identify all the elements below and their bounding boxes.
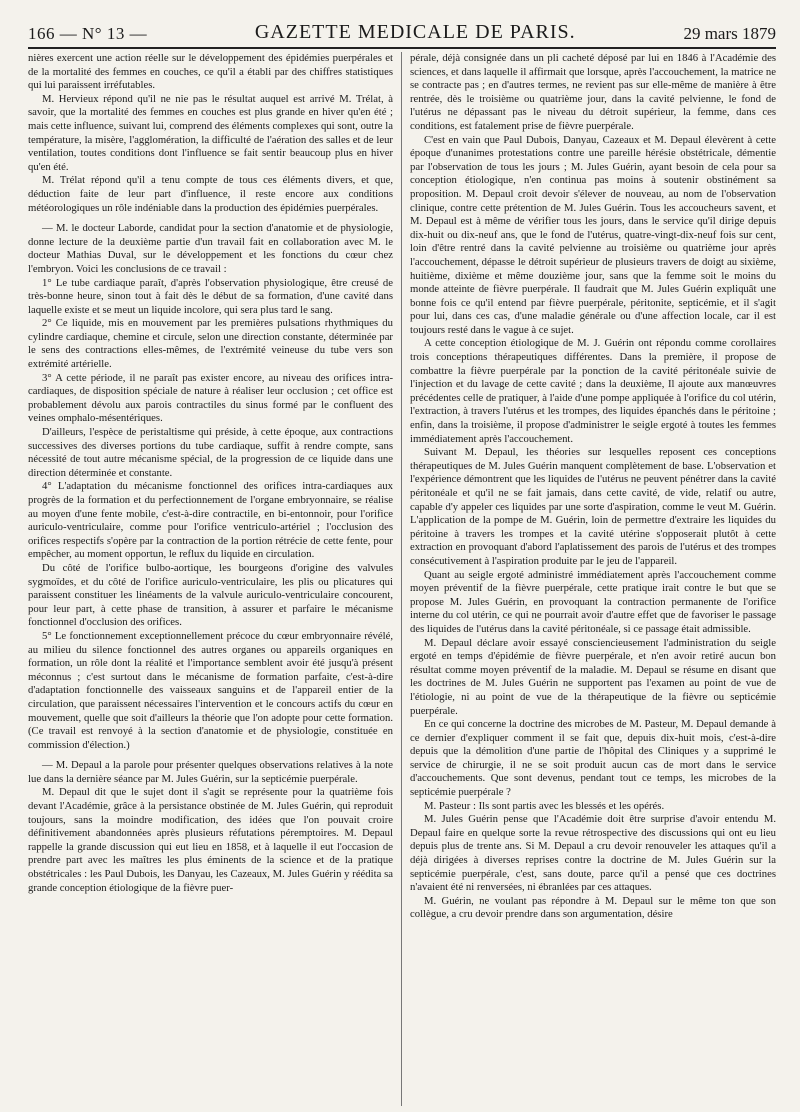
paragraph: En ce qui concerne la doctrine des microbes de M. Pasteur, M. Depaul demande à ce dernier d'expliquer comment il se fait que, depuis dix-huit mois, c'est-à-dire depuis que la démolition d'une partie de l'hôpital des Cliniques y a supprimé le service de chirurgie, il ne se soit produit aucun cas de mort dans le service d'accouchements. Que sont devenus, pendant tout ce temps, les microbes de la septicémie puerpérale ? bbox=[410, 718, 776, 799]
paragraph: M. Pasteur : Ils sont partis avec les blessés et les opérés. bbox=[424, 799, 665, 812]
right-column bbox=[402, 52, 776, 1106]
issue-date: 29 mars 1879 bbox=[683, 24, 776, 43]
publication-title: GAZETTE MEDICALE DE PARIS. bbox=[254, 21, 576, 43]
paragraph: A cette conception étiologique de M. J. Guérin ont répondu comme corollaires trois conceptions thérapeutiques différentes. Dans la première, il propose de combattre la fièvre puerpérale par la ponction de la cavité péritonéale suivie de l'injection et du lavage de cette cavité ; dans la deuxième, Il ajoute aux manœuvres précédentes celle de pratiquer, à l'aide d'une pompe appliquée à l'orifice du col utérin, l'extraction, à travers l'utérus et les trompes, des liquides épanchés dans le péritoine ; enfin, dans la troisième, il propose d'administrer le seigle ergoté à toutes les femmes immédiatement après l'accouchement. bbox=[410, 337, 776, 445]
paragraph: M. Depaul dit que le sujet dont il s'agit se représente pour la quatrième fois devant l'Académie, grâce à la persistance obstinée de M. Jules Guérin, qui reproduit toujours, sans la moindre modification, des idées que l'on pouvait croire définitivement abandonnées après plusieurs réfutations péremptoires. M. Depaul rappelle la grande discussion qui eut lieu en 1858, et à laquelle il eut l'occasion de prendre part avec les maîtres les plus éminents de la science et de la pratique obstétricales : les Paul Dubois, les Danyau, les Cazeaux, M. Jules Guérin y réédita sa grande conception étiologique de la fièvre puer- bbox=[28, 786, 393, 894]
paragraph: Du côté de l'orifice bulbo-aortique, les bourgeons d'origine des valvules sygmoïdes, et du côté de l'orifice auriculo-ventriculaire, les plis ou plicatures qui paraissent constituer les linéaments de la valvule auriculo-ventriculaire concourent, pour leur part, à cette phase de transition, à assurer et parfaire le mécanisme fonctionnel d'occlusion des orifices. bbox=[28, 561, 393, 629]
paragraph: M. Hervieux répond qu'il ne nie pas le résultat auquel est arrivé M. Trélat, à savoir, que la mortalité des femmes en couches est plus grande en hiver qu'en été ; mais cette influence, suivant lui, comprend des éléments complexes qui sont, outre la température, la misère, l'agglomération, la difficulté de l'aération des salles et de leur ventilation, toutes conditions dont l'influence se fait sentir beaucoup plus en hiver qu'en été. bbox=[28, 92, 393, 173]
paragraph: M. Trélat répond qu'il a tenu compte de tous ces éléments divers, et que, déduction faite de leur part d'influence, il reste encore aux conditions météorologiques un rôle indéniable dans la production des épidémies puerpérales. bbox=[28, 174, 393, 214]
paragraph: 5° Le fonctionnement exceptionnellement précoce du cœur embryonnaire révélé, au milieu du silence fonctionnel des autres organes ou appareils organiques en formation, un rôle dont la réalité et l'importance semblent avoir été jusqu'à présent méconnus ; c'est surtout dans le mécanisme de formation parfaite, c'est-à-dire d'adaptation fonctionnelle des vaisseaux sanguins et de l'appareil entier de la circulation, que paraissent nécessaires l'intervention et le concours actifs du cœur en mouvement, quelle que soit d'ailleurs la théorie que l'on adopte pour cette formation. (Ce travail est renvoyé à la section d'anatomie et de physiologie, constituée en commission d'élection.) bbox=[28, 629, 393, 751]
article-columns bbox=[28, 52, 776, 1106]
paragraph: M. Depaul déclare avoir essayé consciencieusement l'administration du seigle ergoté en temps d'épidémie de fièvre puerpérale, et n'en avoir retiré aucun bon résultat comme moyen préventif de la maladie. M. Depaul se résume en disant que les doctrines de M. Jules Guérin ne supportent pas l'examen au point de vue de l'étiologie, ni au point de vue de la thérapeutique de la fièvre ou septicémie puerpérale. bbox=[410, 636, 776, 717]
paragraph: 2° Ce liquide, mis en mouvement par les premières pulsations rhythmiques du cylindre cardiaque, chemine et circule, selon une direction constante, déterminée par le sens des contractions elles-mêmes, de l'extrémité veineuse du tube vers son extrémité artérielle. bbox=[28, 317, 393, 371]
paragraph: Suivant M. Depaul, les théories sur lesquelles reposent ces conceptions thérapeutiques de M. Jules Guérin manquent complètement de base. L'observation et l'expérience démontrent que les liquides de l'utérus ne peuvent pénétrer dans la cavité péritonéale et qu'il ne se fait jamais, dans cette cavité, de vide, relatif ou autre, capable d'y appeler ces liquides par une sorte d'aspiration, comme le veut M. Guérin. L'application de la pompe de M. Guérin, loin de permettre d'extraire les liquides du péritoine à travers les trompes et la cavité utérine s'opposerait plutôt à cette extraction en provoquant d'abord l'aplatissement des parois de l'utérus et des trompes consécutivement à l'aspiration produite par le jeu de l'appareil. bbox=[410, 446, 776, 567]
left-column bbox=[28, 52, 402, 1106]
page-header bbox=[28, 14, 776, 49]
paragraph: — M. le docteur Laborde, candidat pour la section d'anatomie et de physiologie, donne lecture de la deuxième partie d'un travail fait en collaboration avec M. le docteur Mathias Duval, sur le développement et les fonctions du cœur chez l'embryon. Voici les conclusions de ce travail : bbox=[28, 222, 393, 275]
paragraph: nières exercent une action réelle sur le développement des épidémies puerpérales et de la mortalité des femmes en couches, ce qu'il a établi par des chiffres statistiques qui lui paraissent irréfutables. bbox=[28, 52, 393, 92]
page-number-and-issue bbox=[28, 24, 147, 44]
paragraph: D'ailleurs, l'espèce de peristaltisme qui préside, à cette époque, aux contractions successives des diverses portions du tube cardiaque, suffit à rendre compte, sans nécessité de tout autre mécanisme spécial, de la progression de ce liquide dans une direction déterminée et constante. bbox=[28, 426, 393, 479]
paragraph: C'est en vain que Paul Dubois, Danyau, Cazeaux et M. Depaul élevèrent à cette époque d'unanimes protestations contre une pareille hérésie obstétricale, démentie par l'observation de tous les jours ; M. Jules Guérin, ayant besoin de cela pour sa conception étiologique, n'en continua pas moins à soutenir obstinément sa proposition. M. Depaul croit devoir s'élever de nouveau, au nom de l'observation clinique, contre cette prétention de M. Jules Guérin. Tous les accoucheurs savent, et M. Depaul est à même de vérifier tous les jours, dans le service qu'il dirige depuis dix-huit ou dix-neuf ans, que le fond de l'utérus, quatre-vingt-dix-neuf fois sur cent, loin d'être rentré dans la cavité pelvienne au troisième ou quatrième jour après l'accouchement, dépasse le détroit supérieur de plusieurs travers de doigt au sixième, huitième, dixième et même douzième jour, sans que la femme soit le moins du monde atteinte de fièvre puerpérale. Il faudrait que M. Jules Guérin expliquât une bonne fois ce qu'il entend par fièvre puerpérale, péritonite, septicémie, et il s'agit pour lui, dans ces cas, d'une maladie générale ou d'une affection locale, car il est toujours resté dans le vague à ce sujet. bbox=[410, 133, 776, 336]
paragraph: Quant au seigle ergoté administré immédiatement après l'accouchement comme moyen préventif de la fièvre puerpérale, cette pratique irait contre le but que se propose M. Jules Guérin, en provoquant la contraction permanente de l'orifice interne du col utérin, ce qui ne pourrait avoir d'autre effet que de favoriser le passage des liquides de l'utérus dans la cavité péritonéale, si ce passage était admissible. bbox=[410, 568, 776, 635]
paragraph: pérale, déjà consignée dans un pli cacheté déposé par lui en 1846 à l'Académie des sciences, et dans laquelle il affirmait que lorsque, après l'accouchement, la matrice ne se contracte pas ; en d'autres termes, ne revient pas sur elle-même de manière à être rentrée, dès le troisième ou quatrième jour, dans la cavité pelvienne, le fond de l'utérus ne dépassant pas le niveau du détroit supérieur, la femme, dans ces conditions, est fatalement prise de fièvre puerpérale. bbox=[410, 52, 776, 132]
page-number: 166 bbox=[28, 24, 55, 43]
paragraph: 4° L'adaptation du mécanisme fonctionnel des orifices intra-cardiaques aux progrès de la formation et du perfectionnement de l'organe embryonnaire, se réalise au moyen d'une fente mobile, c'est-à-dire contractile, en bi-entonnoir, pour l'orifice auriculo-ventriculaire, comme pour l'orifice ventriculo-artériel ; l'occlusion des orifices respectifs s'opère par la contraction de la portion rétrécie de cette fente, pour empêcher, au moment opportun, le reflux du liquide en circulation. bbox=[28, 480, 393, 561]
paragraph: — M. Depaul a la parole pour présenter quelques observations relatives à la note lue dans la dernière séance par M. Jules Guérin, sur la septicémie puerpérale. bbox=[28, 759, 393, 785]
paragraph: 3° A cette période, il ne paraît pas exister encore, au niveau des orifices intra-cardiaques, de disposition spéciale de nature à réaliser leur occlusion ; cet office est probablement dévolu aux parois contractiles du sinus formé par le confluent des veines omphalo-mésentériques. bbox=[28, 371, 393, 425]
paragraph: M. Guérin, ne voulant pas répondre à M. Depaul sur le même ton que son collègue, a cru devoir prendre dans son argumentation, désire bbox=[410, 894, 776, 921]
paragraph: 1° Le tube cardiaque paraît, d'après l'observation physiologique, être creusé de très-bonne heure, sinon tout à fait dès le début de sa formation, d'une cavité dans laquelle existe et se meut un liquide incolore, qui sera plus tard le sang. bbox=[28, 276, 393, 316]
issue-number: — N° 13 — bbox=[59, 24, 148, 43]
paragraph: M. Jules Guérin pense que l'Académie doit être surprise d'avoir entendu M. Depaul faire en quelque sorte la revue rétrospective des discussions qui ont eu lieu depuis plus de trente ans. Si M. Depaul a cru devoir renouveler les attaques qu'il a déjà dirigées à diverses reprises contre la doctrine de M. Jules Guérin sur la septicémie puerpérale, c'est, sans doute, parce qu'il a pensé que ces doctrines n'avaient été ni renversées, ni ébranlées par ces attaques. bbox=[410, 813, 776, 894]
